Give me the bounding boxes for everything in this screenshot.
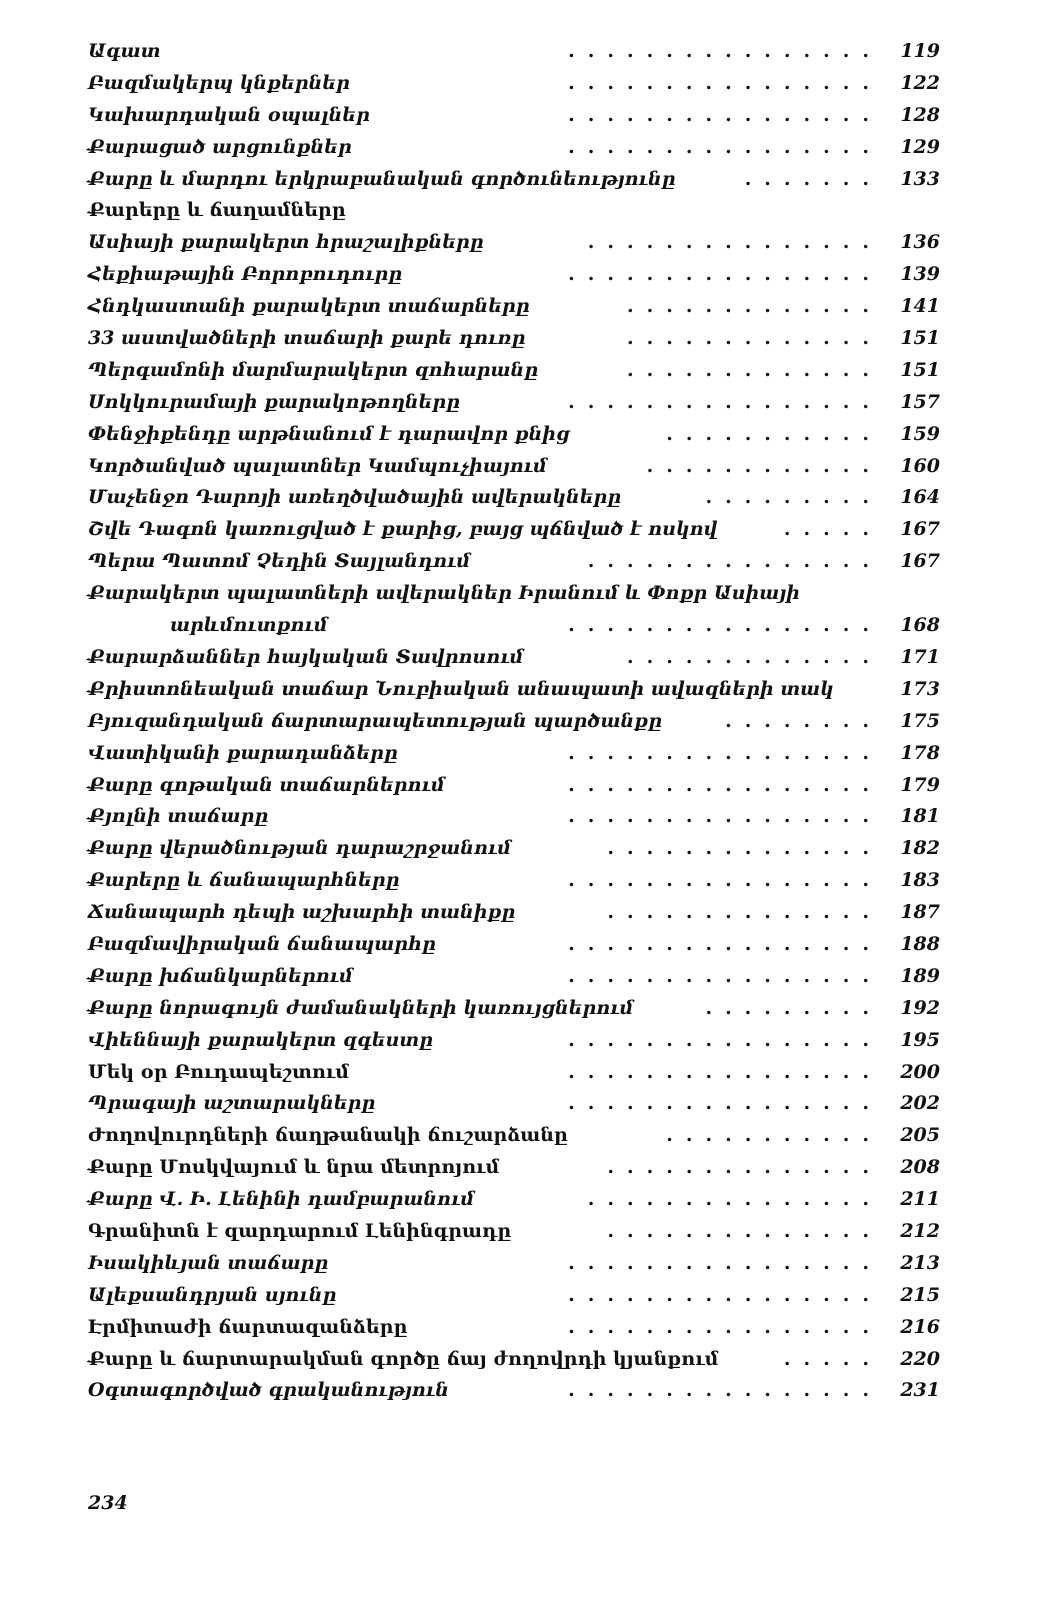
- toc-entry: [88, 1122, 940, 1154]
- toc-entry-page: 168: [900, 614, 940, 637]
- toc-entry-title: Քարակերտ պալատների ավերակներ Իրանում և Փոքր Ասիայի: [88, 582, 800, 605]
- toc-entry-page: 139: [900, 263, 940, 286]
- dot-leader: ........: [725, 709, 882, 732]
- toc-entry-title: Ասիայի քարակերտ հրաշալիքները: [88, 231, 484, 254]
- toc-entry-title: Քարը և մարդու երկրաբանական գործունեությունը: [88, 167, 676, 190]
- toc-entry-page: 141: [900, 295, 940, 318]
- dot-leader: ...........: [666, 422, 882, 445]
- toc-entry: [88, 1346, 940, 1378]
- toc-entry-title: Պերգամոնի մարմարակերտ զոհարանը: [88, 358, 539, 381]
- toc-entry: [88, 931, 940, 963]
- toc-entry: [88, 293, 940, 325]
- toc-entry-page: 164: [900, 486, 940, 509]
- toc-entry-title: Քարացած արցունքներ: [88, 135, 352, 158]
- toc-entry-page: 213: [900, 1251, 940, 1274]
- toc-entry-page: 182: [900, 837, 940, 860]
- dot-leader: ................: [568, 932, 882, 955]
- toc-entry-page: 220: [900, 1347, 940, 1370]
- toc-entry-title: Հեքիաթային Բորոբուդուրը: [88, 263, 403, 286]
- toc-entry: [88, 102, 940, 134]
- dot-leader: ................: [568, 773, 882, 796]
- toc-entry: [88, 1154, 940, 1186]
- dot-leader: .........: [705, 486, 882, 509]
- toc-entry-title: Ալեքսանդրյան սյունը: [88, 1283, 337, 1306]
- dot-leader: ................: [568, 40, 882, 62]
- toc-entry-title-continuation: արևմուտքում: [170, 614, 328, 637]
- dot-leader: .......: [744, 167, 882, 190]
- toc-entry-title: Քրիստոնեական տաճար Նուբիական անապատի ավազների տակ: [88, 677, 834, 700]
- toc-entry: [88, 134, 940, 166]
- toc-entry: [88, 963, 940, 995]
- toc-entry-title: Իսակիևյան տաճարը: [88, 1251, 329, 1274]
- dot-leader: ..............: [607, 901, 882, 924]
- dot-leader: ................: [568, 1028, 882, 1051]
- toc-entry-page: 136: [900, 231, 940, 254]
- page-number: 234: [88, 1492, 128, 1514]
- dot-leader: ................: [568, 71, 882, 94]
- dot-leader: ................: [568, 614, 882, 637]
- toc-entry-title: Պրագայի աշտարակները: [88, 1092, 376, 1115]
- toc-entry-page: 173: [900, 677, 940, 700]
- toc-entry: [88, 357, 940, 389]
- toc-entry: [88, 38, 940, 70]
- toc-entry-title: Կախարդական օպալներ: [88, 103, 370, 126]
- toc-entry: [88, 740, 940, 772]
- toc-entry-title: Քարը Վ. Ի. Լենինի դամբարանում: [88, 1188, 475, 1211]
- toc-entry: [88, 166, 940, 198]
- toc-entry: [88, 325, 940, 357]
- toc-entry: [88, 1027, 940, 1059]
- dot-leader: ................: [568, 805, 882, 828]
- toc-entry-page: 122: [900, 71, 940, 94]
- toc-entry-page: 151: [900, 358, 940, 381]
- toc-entry-title: Էրմիտաժի ճարտազանձերը: [88, 1315, 408, 1338]
- toc-entry-page: 178: [900, 741, 940, 764]
- dot-leader: ................: [568, 1251, 882, 1274]
- toc-entry-title: Քարը գոթական տաճարներում: [88, 773, 445, 796]
- toc-entry-page: 133: [900, 167, 940, 190]
- toc-entry: [88, 899, 940, 931]
- dot-leader: ................: [568, 1379, 882, 1402]
- toc-entry-title: Շվե Դագոն կառուցված է քարից, բայց պճնված է ոսկով: [88, 518, 718, 541]
- toc-entry: [88, 70, 940, 102]
- toc-entry-title: Քարարձաններ հայկական Տավրոսում: [88, 645, 524, 668]
- dot-leader: ................: [568, 103, 882, 126]
- dot-leader: ................: [568, 263, 882, 286]
- dot-leader: .............: [627, 358, 882, 381]
- dot-leader: ................: [568, 1283, 882, 1306]
- toc-entry-title: Քյոլնի տաճարը: [88, 805, 269, 828]
- toc-entry: [88, 995, 940, 1027]
- toc-entry-page: 151: [900, 327, 940, 350]
- toc-entry: [88, 1250, 940, 1282]
- toc-entry-title: 33 աստվածների տաճարի քարե դուռը: [88, 327, 526, 350]
- toc-entry: [88, 261, 940, 293]
- toc-entry: [88, 421, 940, 453]
- dot-leader: ................: [568, 1092, 882, 1115]
- toc-entry-page: 119: [900, 40, 940, 62]
- toc-entry-page: 188: [900, 932, 940, 955]
- toc-entry-page: 208: [900, 1156, 940, 1179]
- toc-entry-title: Մեկ օր Բուդապեշտում: [88, 1060, 349, 1083]
- dot-leader: ..............: [607, 1219, 882, 1242]
- toc-entry: [88, 453, 940, 485]
- toc-entry: [88, 867, 940, 899]
- dot-leader: .........: [705, 996, 882, 1019]
- dot-leader: ................: [568, 964, 882, 987]
- toc-entry: [88, 1282, 940, 1314]
- dot-leader: ...........: [666, 1124, 882, 1147]
- dot-leader: .............: [627, 295, 882, 318]
- dot-leader: .............: [627, 327, 882, 350]
- toc-entry-title: Քարերը և ճաղամները: [88, 199, 346, 222]
- toc-entry-page: 187: [900, 901, 940, 924]
- toc-entry-title: Բյուզանդական ճարտարապետության պարծանքը: [88, 709, 663, 732]
- toc-entry-page: 231: [900, 1379, 940, 1402]
- toc-entry: [88, 708, 940, 740]
- toc-entry: [88, 1059, 940, 1091]
- toc-entry-title: Քարը նորագույն ժամանակների կառույցներում: [88, 996, 634, 1019]
- toc-entry-title: Սոկկուրամայի քարակոթողները: [88, 390, 461, 413]
- dot-leader: ................: [568, 869, 882, 892]
- toc-entry-title: Ճանապարհ դեպի աշխարհի տանիքը: [88, 901, 516, 924]
- toc-entry-title: Օգտագործված գրականություն: [88, 1379, 449, 1402]
- dot-leader: ..............: [607, 1156, 882, 1179]
- toc-entry: [88, 197, 940, 229]
- toc-entry-page: 195: [900, 1028, 940, 1051]
- toc-entry: [88, 229, 940, 261]
- dot-leader: ................: [568, 741, 882, 764]
- toc-entry-title: Հնդկաստանի քարակերտ տաճարները: [88, 295, 530, 318]
- toc-entry-title: Մաչենջո Դարոյի առեղծվածային ավերակները: [88, 486, 622, 509]
- toc-entry-title: Ժողովուրդների ճաղթանակի ճուշարձանը: [88, 1124, 568, 1147]
- toc-entry-title: Կործանված պալատներ Կամպուչիայում: [88, 454, 547, 477]
- dot-leader: ...............: [587, 231, 882, 254]
- toc-entry-title: Փենջիքենդը արթնանում է դարավոր քնից: [88, 422, 570, 445]
- toc-entry: [88, 580, 940, 644]
- toc-entry-page: 179: [900, 773, 940, 796]
- toc-entry-page: 202: [900, 1092, 940, 1115]
- dot-leader: ................: [568, 135, 882, 158]
- dot-leader: .............: [627, 645, 882, 668]
- dot-leader: .....: [783, 1347, 882, 1370]
- toc-entry-page: 160: [900, 454, 940, 477]
- toc-entry-page: 129: [900, 135, 940, 158]
- toc-entry-page: 171: [900, 645, 940, 668]
- dot-leader: ...............: [587, 550, 882, 573]
- toc-entry-title: Վիեննայի քարակերտ զգեստը: [88, 1028, 434, 1051]
- dot-leader: ................: [568, 1060, 882, 1083]
- toc-entry-page: 216: [900, 1315, 940, 1338]
- toc-entry-page: 167: [900, 550, 940, 573]
- toc-entry-page: 205: [900, 1124, 940, 1147]
- toc-entry-title: Վատիկանի քարադանձերը: [88, 741, 398, 764]
- toc-entry-title: Բազմակերպ կնքերներ: [88, 71, 350, 94]
- toc-entry-page: 175: [900, 709, 940, 732]
- toc-entry-page: 167: [900, 518, 940, 541]
- toc-entry-title: Քարը վերածնության դարաշրջանում: [88, 837, 512, 860]
- toc-entry-title: Քարը և ճարտարակման գործը ճայ ժողովրդի կյանքում: [88, 1347, 719, 1370]
- toc-entry-page: 211: [900, 1188, 940, 1211]
- toc-entry: [88, 644, 940, 676]
- toc-entry-page: 128: [900, 103, 940, 126]
- toc-entry: [88, 548, 940, 580]
- toc-entry: [88, 1186, 940, 1218]
- toc-entry-page: 192: [900, 996, 940, 1019]
- toc-entry: [88, 803, 940, 835]
- toc-entry: [88, 835, 940, 867]
- toc-entry-page: 189: [900, 964, 940, 987]
- toc-entry-title: Ագատ: [88, 40, 161, 62]
- toc-entry-title: Քարը Մոսկվայում և նրա մետրոյում: [88, 1156, 500, 1179]
- toc-entry-title: Քարերը և ճանապարհները: [88, 869, 400, 892]
- toc-entry-title: Գրանիտն է զարդարում Լենինգրադը: [88, 1219, 512, 1242]
- toc-entry-page: 157: [900, 390, 940, 413]
- toc-entry-page: 200: [900, 1060, 940, 1083]
- dot-leader: ................: [568, 1315, 882, 1338]
- toc-entry: [88, 1314, 940, 1346]
- toc-entry-page: 215: [900, 1283, 940, 1306]
- toc-entry-page: 212: [900, 1219, 940, 1242]
- toc-entry-title: Քարը խճանկարներում: [88, 964, 353, 987]
- toc-entry: [88, 1090, 940, 1122]
- toc-entry-page: 183: [900, 869, 940, 892]
- toc-entry-title: Բազմավիրական ճանապարհը: [88, 932, 436, 955]
- toc-entry: [88, 516, 940, 548]
- table-of-contents: [88, 38, 940, 1409]
- toc-entry: [88, 1218, 940, 1250]
- dot-leader: .....: [783, 518, 882, 541]
- dot-leader: ...............: [587, 1188, 882, 1211]
- toc-entry: [88, 389, 940, 421]
- toc-entry-title: Պերա Պատոմ Չեդին Տայլանդում: [88, 550, 471, 573]
- toc-entry-page: 181: [900, 805, 940, 828]
- dot-leader: ............: [646, 454, 882, 477]
- toc-entry: [88, 676, 940, 708]
- toc-entry: [88, 484, 940, 516]
- toc-entry: [88, 1377, 940, 1409]
- toc-entry: [88, 772, 940, 804]
- dot-leader: ..............: [607, 837, 882, 860]
- dot-leader: ................: [568, 390, 882, 413]
- toc-entry-page: 159: [900, 422, 940, 445]
